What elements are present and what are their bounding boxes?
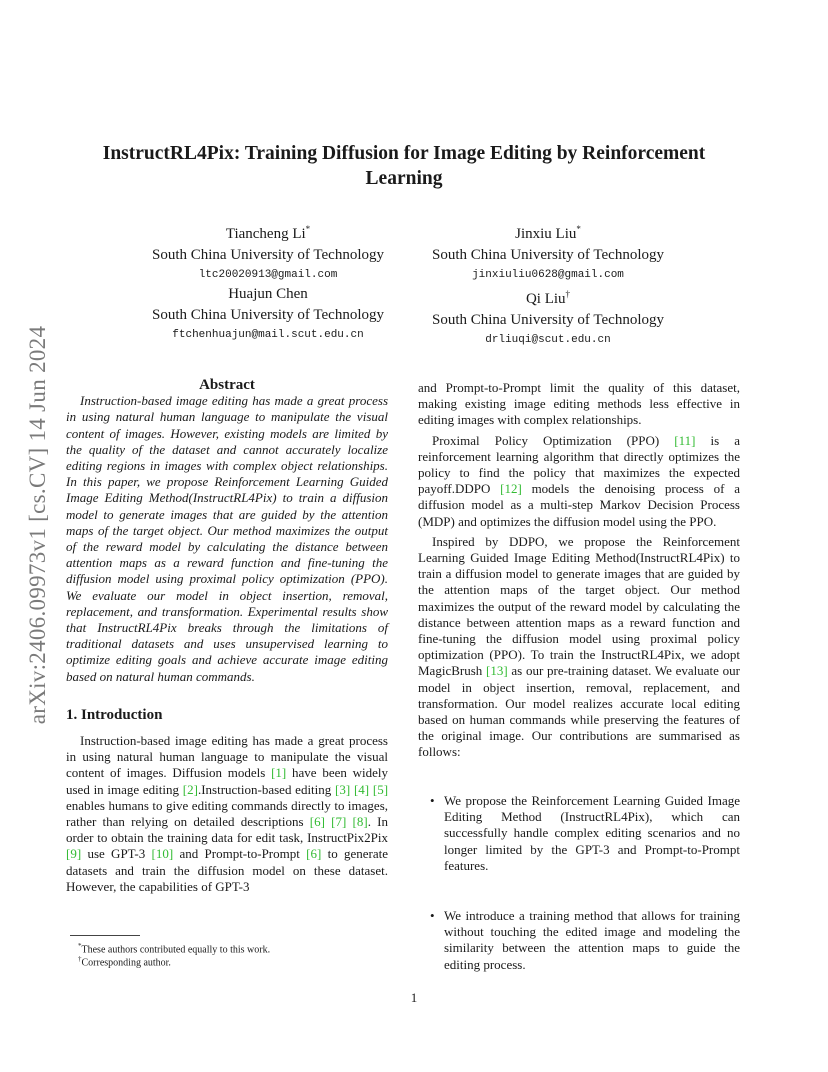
- citation-link[interactable]: [12]: [500, 481, 522, 497]
- footnote-rule: [70, 935, 140, 936]
- right-column: [418, 380, 740, 761]
- intro-heading: 1. Introduction: [66, 706, 163, 723]
- citation-link[interactable]: [6]: [309, 814, 325, 830]
- list-item: • We propose the Reinforcement Learning Guided Image Editing Method (InstructRL4Pix), which can successfully handle complex editing scenarios and no longer limited by the GPT-3 and Prompt-to-Prompt features.: [430, 793, 740, 873]
- intro-paragraph-1: Instruction-based image editing has made a great process in using natural human language to manipulate the visual content of images. Diffusion models [1] have been widely used in image editing [2].Instruction-based editing [3] [4] [5] enables humans to give editing commands directly to images, rather than relying on detailed descriptions [6] [7] [8]. In order to obtain the training data for edit task, InstructPix2Pix [9] use GPT-3 [10] and Prompt-to-Prompt [6] to generate datasets and train the diffusion model on these dataset. However, the capabilities of GPT-3: [66, 733, 389, 894]
- intro-paragraph-2: Proximal Policy Optimization (PPO) [11] is a reinforcement learning algorithm that directly optimizes the policy to find the policy that maximizes the expected payoff.DDPO [12] models the denoising process of a diffusion model as a multi-step Markov Decision Process (MDP) and optimizes the diffusion model using the PPO.: [418, 432, 741, 529]
- author-block-3: [128, 284, 408, 345]
- author-affiliation: South China University of Technology: [152, 246, 384, 263]
- author-email[interactable]: ltc20020913@gmail.com: [198, 269, 338, 281]
- citation-link[interactable]: [11]: [674, 432, 696, 448]
- author-block-4: [408, 284, 688, 350]
- intro-paragraph-3: Inspired by DDPO, we propose the Reinforcement Learning Guided Image Editing Method(InstructRL4Pix) to train a diffusion model to generate images that are guided by the attention maps of the target object. Our method maximizes the output of the reward model by calculating the distance between attention maps as a reward function and fine-tuning the diffusion model using proximal policy optimization (PPO). To train the InstructRL4Pix, we adopt MagicBrush [13] as our pre-training dataset. We evaluate our model in object insertion, removal, replacement, and transformation. Our model realizes accurate local editing based on human commands while preserving the features of the original image. Our contributions are summarised as follows:: [418, 533, 740, 760]
- author-affiliation: South China University of Technology: [432, 311, 664, 328]
- citation-link[interactable]: [2]: [182, 781, 198, 797]
- paper-title: InstructRL4Pix: Training Diffusion for Image Editing by Reinforcement Learning: [102, 143, 706, 189]
- author-email[interactable]: ftchenhuajun@mail.scut.edu.cn: [172, 329, 364, 341]
- author-email[interactable]: jinxiuliu0628@gmail.com: [472, 269, 624, 281]
- author-name: Qi Liu: [525, 291, 566, 307]
- citation-link[interactable]: [10]: [151, 846, 174, 862]
- citation-link[interactable]: [3]: [335, 781, 351, 797]
- citation-link[interactable]: [13]: [486, 663, 508, 679]
- author-block-1: [128, 219, 408, 285]
- author-affiliation: South China University of Technology: [432, 246, 664, 263]
- citation-link[interactable]: [6]: [306, 846, 322, 862]
- citation-link[interactable]: [9]: [66, 846, 82, 862]
- author-mark: *: [576, 224, 581, 234]
- contribution-list: [430, 793, 740, 973]
- left-column: [66, 377, 388, 895]
- citation-link[interactable]: [4]: [353, 781, 370, 797]
- footnote: *These authors contributed equally to this work.: [78, 942, 271, 956]
- citation-link[interactable]: [5]: [372, 781, 389, 797]
- page-number: 1: [410, 990, 418, 1005]
- author-email[interactable]: drliuqi@scut.edu.cn: [485, 334, 611, 346]
- list-item: • We introduce a training method that allows for training without touching the edited image and modeling the similarity between the attention maps to guide the editing process.: [430, 908, 740, 972]
- author-name: Tiancheng Li: [225, 226, 306, 242]
- intro-paragraph-1-continued: and Prompt-to-Prompt limit the quality of this dataset, making existing image editing methods less effective in editing images with complex relationships.: [418, 380, 740, 428]
- author-name: Jinxiu Liu: [515, 226, 577, 242]
- footnote: †Corresponding author.: [78, 955, 171, 969]
- citation-link[interactable]: [1]: [271, 765, 287, 781]
- author-block-2: [408, 219, 688, 285]
- author-affiliation: South China University of Technology: [152, 306, 384, 323]
- author-mark: †: [565, 289, 571, 299]
- abstract-text: Instruction-based image editing has made a great process in using natural human language to manipulate the visual content of images. However, existing models are limited by the quality of the dataset and cannot accurately localize editing regions in images with complex object relationships. In this paper, we propose Reinforcement Learning Guided Image Editing Method(InstructRL4Pix) to train a diffusion model to generate images that are guided by the attention maps of the target object. Our method maximizes the output of the reward model by calculating the distance between attention maps as a reward function and fine-tuning the diffusion model using proximal policy optimization (PPO). We evaluate our model in object insertion, removal, replacement, and transformation. Experimental results show that InstructRL4Pix breaks through the limitations of traditional datasets and uses unsupervised learning to optimize editing goals and achieve accurate image editing based on natural human commands.: [66, 393, 388, 684]
- abstract-heading: Abstract: [199, 377, 255, 393]
- author-mark: *: [305, 224, 311, 234]
- arxiv-sidebar: [21, 290, 55, 760]
- author-name: Huajun Chen: [228, 286, 308, 302]
- arxiv-identifier: arXiv:2406.09973v1 [cs.CV] 14 Jun 2024: [25, 325, 50, 725]
- bullet-icon: •: [430, 793, 435, 808]
- citation-link[interactable]: [7]: [331, 814, 347, 830]
- citation-link[interactable]: [8]: [352, 814, 368, 830]
- bullet-icon: •: [430, 908, 435, 924]
